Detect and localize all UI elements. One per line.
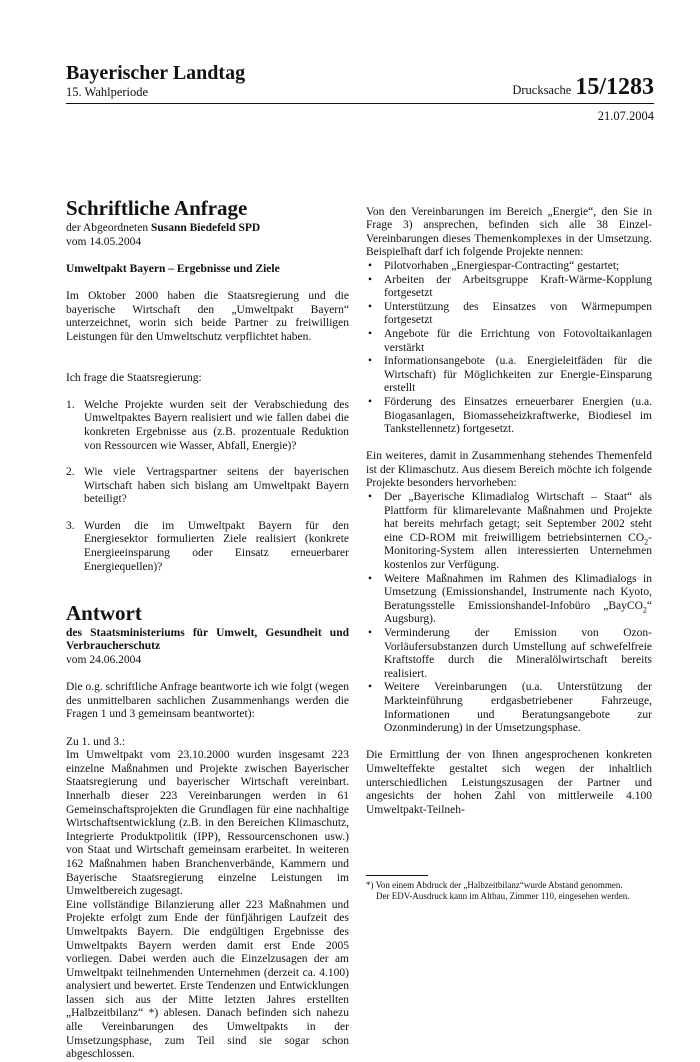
answer-paragraph-1: Im Umweltpakt vom 23.10.2000 wurden insgesamt 223 einzelne Maßnahmen und Projekte zwischen Bayerischer Staatsregierung und bayerischer Wirtschaft vereinbart. Innerhalb dieser 223 Vereinbarungen werden in 61 Gemeinschaftsprojekten die Grundlagen für eine nachhaltige Wirtschaftsentwicklung (z.B. in den Bereichen Klimaschutz, Integrierte Produktpolitik (IPP), Ressourcenschonen usw.) von Staat und Wirtschaft gemeinsam erarbeitet. In weiteren 162 Maßnahmen haben Branchenverbände, Kammern und Bayerische Staatsregierung einzelne Leistungen im Umweltbereich zugesagt.: [66, 749, 349, 898]
list-item: • Weitere Maßnahmen im Rahmen des Klimadialogs in Umsetzung (Emissionshandel, Instrumente nach Kyoto, Beratungsstelle Emissionshandel-Infobüro „BayCO$_2$“ Augsburg).: [368, 572, 652, 626]
drucksache-number: 15/1283: [575, 74, 654, 100]
drucksache: [512, 74, 654, 101]
left-column: [66, 196, 349, 1062]
drucksache-label: Drucksache: [512, 83, 572, 97]
anfrage-ask: Ich frage die Staatsregierung:: [66, 371, 202, 384]
antwort-ministry: des Staatsministeriums für Umwelt, Gesundheit und Verbraucherschutz: [66, 626, 349, 653]
list-item: • Weitere Vereinbarungen (u.a. Unterstützung der Markteinführung erdgasbetriebener Fahrzeuge, Informationen und Beratungsangebote zur Ozonminderung) in der Umsetzungsphase.: [368, 681, 652, 735]
header-rule: [66, 103, 654, 104]
list-item: • Unterstützung des Einsatzes von Wärmepumpen fortgesetzt: [368, 300, 652, 327]
question-item: 1. Welche Projekte wurden seit der Verabschiedung des Umweltpaktes Bayern realisiert und wie fallen dabei die konkreten Ergebnisse aus (z.B. prozentuale Reduktion von Ressourcen wie Wasser, Abfall, Energie)?: [66, 398, 349, 452]
climate-project-list: [366, 491, 652, 736]
anfrage-subject: Umweltpakt Bayern – Ergebnisse und Ziele: [66, 262, 280, 275]
author-name: Susann Biedefeld SPD: [150, 222, 261, 234]
antwort-date: vom 24.06.2004: [66, 654, 142, 667]
energy-project-list: [366, 260, 652, 437]
answer-paragraph-5: Die Ermittlung der von Ihnen angesprochenen konkreten Umwelteffekte gestaltet sich wegen der inhaltlich unterschiedlichen Leistungszusagen der Partner und angesichts der hohen Zahl von mittlerweile 4.100 Umweltpakt-Teilneh-: [366, 749, 652, 816]
footnote-line-1: *) Von einem Abdruck der „Halbzeitbilanz“wurde Abstand genommen.: [366, 880, 623, 890]
list-item: • Verminderung der Emission von Ozon-Vorläufersubstanzen durch Umstellung auf schwefelfreie Kraftstoffe durch die Mineralölwirtschaft bereits realisiert.: [368, 627, 652, 680]
right-column: [366, 192, 652, 817]
question-item: 3. Wurden die im Umweltpakt Bayern für den Energiesektor formulierten Ziele realisiert (konkrete Energieeinsparung oder Einsatz erneuerbarer Energiequellen)?: [66, 519, 349, 573]
question-item: 2. Wie viele Vertragspartner seitens der bayerischen Wirtschaft haben sich bislang am Umweltpakt Bayern beteiligt?: [66, 466, 349, 506]
question-list: [66, 399, 349, 575]
list-item: • Informationsangebote (u.a. Energieleitfäden für die Wirtschaft) für Möglichkeiten zur Energie-Einsparung erstellt: [368, 355, 652, 395]
document-date: 21.07.2004: [597, 109, 654, 123]
answer-paragraph-3: Von den Vereinbarungen im Bereich „Energie“, den Sie in Frage 3) ansprechen, befinden sich alle 38 Einzel-Vereinbarungen dieses Themenkomplexes in der Umsetzung. Beispielhaft darf ich folgende Projekte nennen:: [366, 205, 652, 259]
footnote-line-2: Der EDV-Ausdruck kann im Altbau, Zimmer 110, eingesehen werden.: [376, 891, 630, 901]
footnote-rule: [366, 875, 428, 876]
list-item: • Angebote für die Errichtung von Fotovoltaikanlagen verstärkt: [368, 327, 652, 354]
antwort-title: Antwort: [66, 600, 142, 625]
anfrage-title: Schriftliche Anfrage: [66, 196, 248, 220]
answer-paragraph-2: Eine vollständige Bilanzierung aller 223 Maßnahmen und Projekte erfolgt zum Ende der fünfjährigen Laufzeit des Umweltpakts Bayern. Die endgültigen Ergebnisse des Umweltpakts Bayern werden damit erst Ende 2005 vorliegen. Dabei werden auch die Einzelzusagen der am Umweltpakt teilnehmenden Unternehmen (derzeit ca. 4.100) analysiert und bewertet. Erste Tendenzen und Entwicklungen lassen sich aus der Mitte letzten Jahres erstellten „Halbzeitbilanz“ *) ablesen. Danach befinden sich nahezu alle Vereinbarungen des Umweltpakts in der Umsetzungsphase, zum Teil sind sie sogar schon abgeschlossen.: [66, 898, 349, 1061]
footnote: [366, 880, 656, 902]
list-item: • Arbeiten der Arbeitsgruppe Kraft-Wärme-Kopplung fortgesetzt: [368, 273, 652, 300]
institution-name: Bayerischer Landtag: [66, 62, 246, 84]
anfrage-date: vom 14.05.2004: [66, 235, 142, 248]
legislative-period: 15. Wahlperiode: [66, 85, 149, 99]
answer-subheading: Zu 1. und 3.:: [66, 735, 126, 748]
list-item: • Pilotvorhaben „Energiespar-Contracting“ gestartet;: [368, 259, 620, 272]
anfrage-intro: Im Oktober 2000 haben die Staatsregierung und die bayerische Wirtschaft den „Umweltpakt Bayern“ unterzeichnet, worin sich beide Partner zu freiwilligen Leistungen für den Umweltschutz verpflichtet haben.: [66, 289, 349, 343]
antwort-intro: Die o.g. schriftliche Anfrage beantworte ich wie folgt (wegen des unmittelbaren sachlichen Zusammenhangs werden die Fragen 1 und 3 gemeinsam beantwortet):: [66, 681, 349, 721]
list-item: • Der „Bayerische Klimadialog Wirtschaft – Staat“ als Plattform für klimarelevante Maßnahmen und Projekte hat bereits mehrfach getagt; seit September 2002 steht eine CD-ROM mit freiwilligem betriebsinternen $CO_2-Monitoring$-System allen interessierten Unternehmen kostenlos zur Verfügung.: [368, 491, 652, 572]
list-item: • Förderung des Einsatzes erneuerbarer Energien (u.a. Biogasanlagen, Biomasseheizkraftwerke, Biodiesel im Tankstellennetz) fortgesetzt.: [368, 395, 652, 436]
anfrage-author: der Abgeordneten Susann Biedefeld SPD: [66, 222, 261, 234]
answer-paragraph-4: Ein weiteres, damit in Zusammenhang stehendes Themenfeld ist der Klimaschutz. Aus diesem Bereich möchte ich folgende Projekte besonders hervorheben:: [366, 450, 652, 490]
